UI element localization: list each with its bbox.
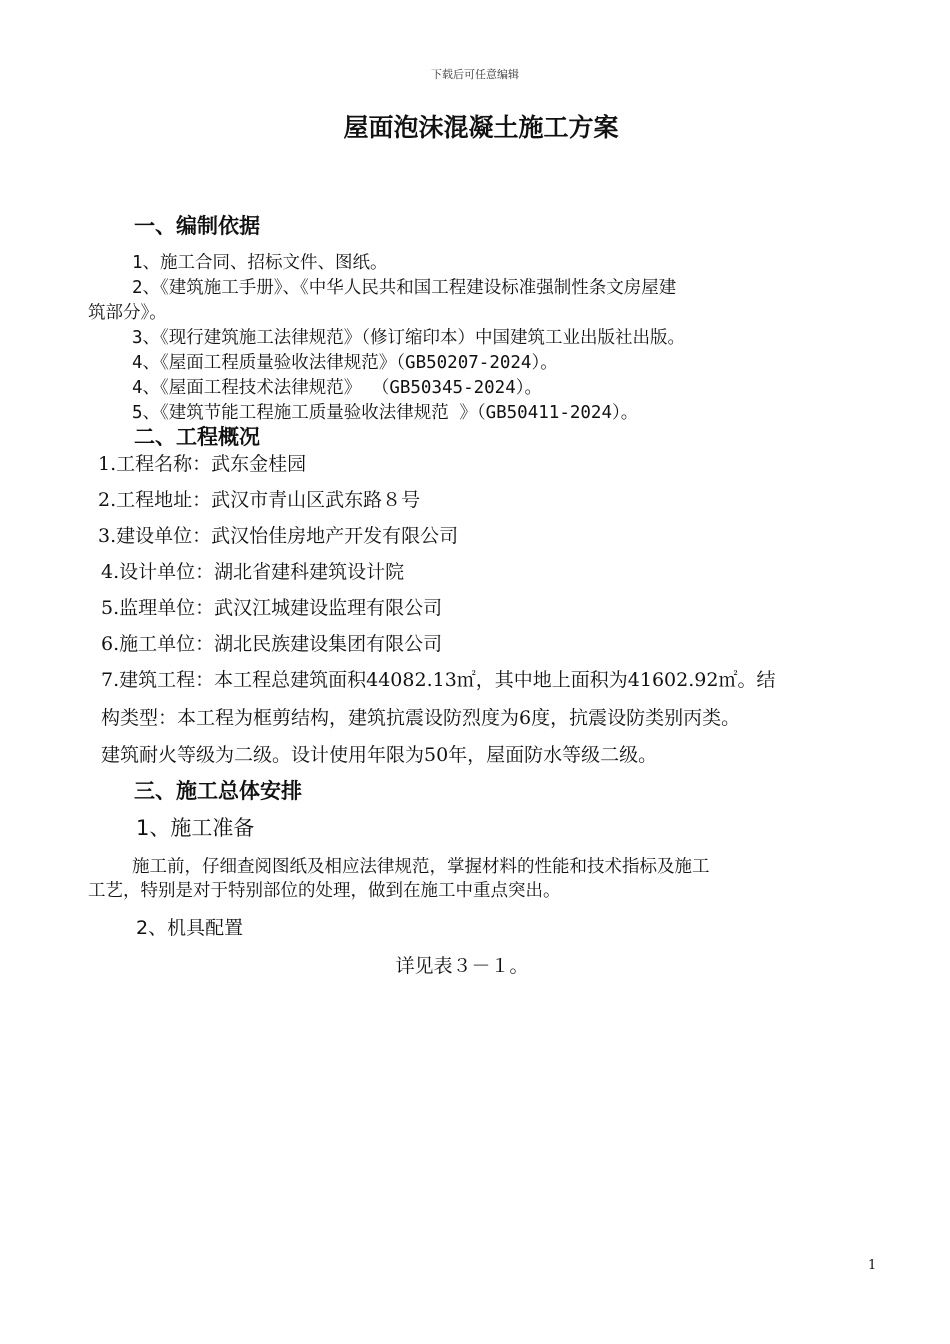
page-title: 屋面泡沫混凝土施工方案 — [343, 113, 619, 142]
preparation-paragraph-line2: 工艺，特别是对于特别部位的处理，做到在施工中重点突出。 — [88, 881, 561, 901]
basis-item-1: 1、施工合同、招标文件、图纸。 — [132, 253, 388, 273]
subsection-heading-preparation: 1、施工准备 — [136, 816, 255, 840]
overview-item-designer: 4.设计单位：湖北省建科建筑设计院 — [101, 561, 405, 583]
overview-item-address: 2.工程地址：武汉市青山区武东路８号 — [98, 489, 421, 511]
section-heading-basis: 一、编制依据 — [134, 214, 260, 238]
overview-item-owner: 3.建设单位：武汉怡佳房地产开发有限公司 — [98, 525, 459, 547]
overview-item-supervisor: 5.监理单位：武汉江城建设监理有限公司 — [101, 597, 443, 619]
section-heading-overview: 二、工程概况 — [134, 425, 260, 449]
overview-item-building-cont1: 构类型：本工程为框剪结构，建筑抗震设防烈度为6度，抗震设防类别丙类。 — [101, 707, 741, 729]
overview-item-contractor: 6.施工单位：湖北民族建设集团有限公司 — [101, 633, 443, 655]
preparation-paragraph-line1: 施工前，仔细查阅图纸及相应法律规范，掌握材料的性能和技术指标及施工 — [132, 857, 710, 877]
subsection-heading-equipment: 2、机具配置 — [136, 917, 244, 939]
header-note: 下载后可任意编辑 — [431, 68, 519, 81]
overview-item-name: 1.工程名称：武东金桂园 — [98, 453, 307, 475]
basis-item-5: 5、《建筑节能工程施工质量验收法律规范 》（GB50411-2024）。 — [132, 403, 639, 423]
basis-item-4a: 4、《屋面工程质量验收法律规范》（GB50207-2024）。 — [132, 353, 558, 373]
overview-item-building: 7.建筑工程：本工程总建筑面积44082.13㎡，其中地上面积为41602.92㎡。结 — [101, 669, 776, 691]
equipment-reference: 详见表３－１。 — [395, 955, 529, 977]
basis-item-3: 3、《现行建筑施工法律规范》（修订缩印本）中国建筑工业出版社出版。 — [132, 328, 686, 348]
page-number: 1 — [868, 1258, 877, 1273]
section-heading-arrangement: 三、施工总体安排 — [134, 779, 302, 803]
overview-item-building-cont2: 建筑耐火等级为二级。设计使用年限为50年，屋面防水等级二级。 — [101, 744, 658, 766]
basis-item-2-cont: 筑部分》。 — [88, 303, 167, 323]
basis-item-2: 2、《建筑施工手册》、《中华人民共和国工程建设标准强制性条文房屋建 — [132, 278, 677, 298]
basis-item-4b: 4、《屋面工程技术法律规范》 （GB50345-2024）。 — [132, 378, 543, 398]
